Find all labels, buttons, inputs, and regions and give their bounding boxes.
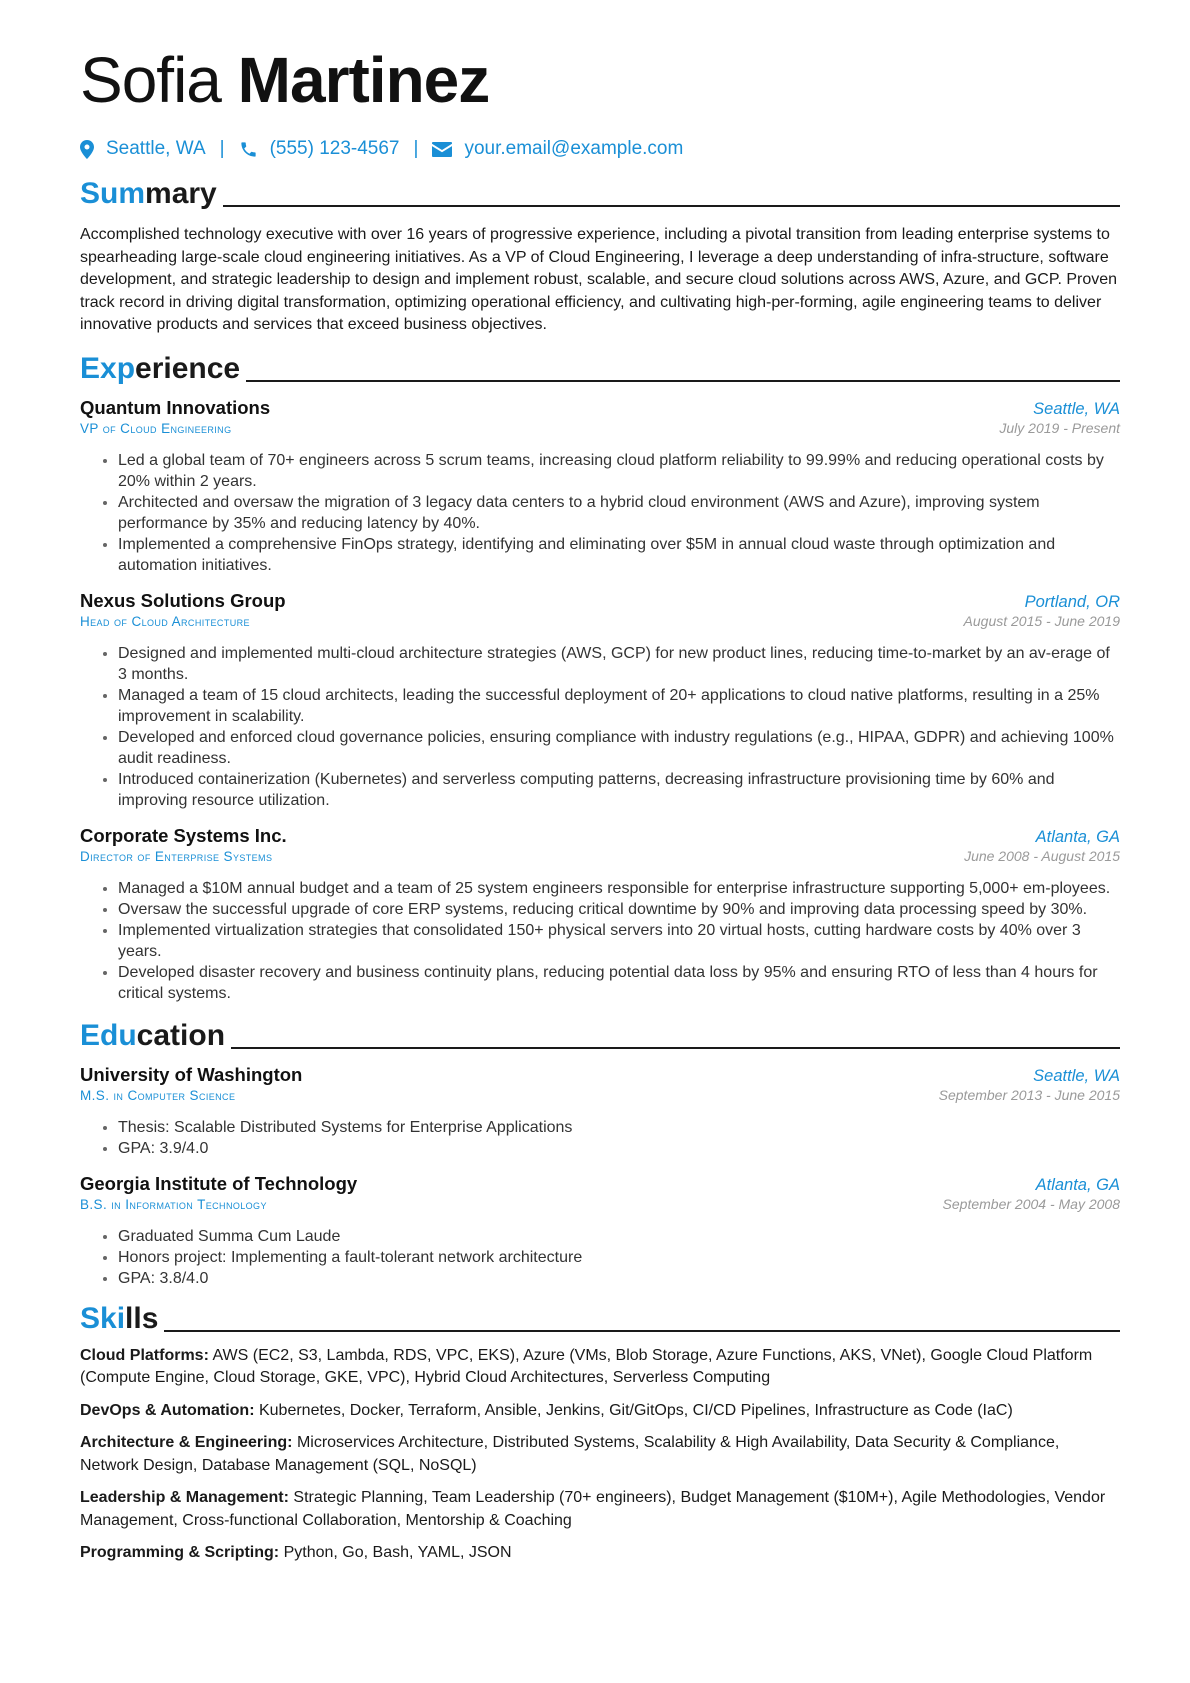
skill-row [80, 1400, 1120, 1423]
summary-text: Accomplished technology executive with over 16 years of progressive experience, including a pivotal transition from leading enterprise systems to spearheading large-scale cloud engineering initiatives. As a VP of Cloud Engineering, I leverage a deep understanding of infra-structure, software development, and strategic leadership to design and implement robust, scalable, and secure cloud solutions across AWS, Azure, and GCP. Proven track record in driving digital transformation, optimizing operational efficiency, and cultivating high-per-forming, agile engineering teams to deliver innovative products and services that exceed business objectives. [80, 226, 1118, 333]
school-name: University of Washington [80, 1063, 303, 1085]
contact-separator: | [219, 138, 225, 159]
education-entry [80, 1173, 1120, 1289]
bullet-item: • Developed disaster recovery and business continuity plans, reducing potential data loss by 95% and ensuring RTO of less than 4 hours for critical systems. [118, 962, 1120, 1004]
skill-row [80, 1487, 1120, 1532]
bullet-item: • Managed a $10M annual budget and a team of 25 system engineers responsible for enterprise infrastructure supporting 5,000+ em-ployees. [118, 878, 1120, 899]
skill-list: AWS (EC2, S3, Lambda, RDS, VPC, EKS), Azure (VMs, Blob Storage, Azure Functions, AKS, VNet), Google Cloud Platform (Compute Engine, Cloud Storage, GKE, VPC), Hybrid Cloud Architectures, Serverless Computing [80, 1346, 1093, 1386]
experience-entry [80, 590, 1120, 811]
bullet-item: • Implemented virtualization strategies that consolidated 150+ physical servers into 20 virtual hosts, cutting hardware costs by 40% over 3 years. [118, 920, 1120, 962]
section-title: Experience [80, 351, 241, 385]
degree: B.S. in Information Technology [80, 1196, 267, 1212]
education-heading [80, 1018, 1120, 1054]
section-divider [223, 205, 1120, 207]
bullet-item: • Led a global team of 70+ engineers across 5 scrum teams, increasing cloud platform reliability to 99.99% and reducing operational costs by 20% within 2 years. [118, 450, 1120, 492]
job-dates: June 2008 - August 2015 [964, 847, 1120, 864]
map-pin-icon [80, 140, 94, 159]
skill-category: Cloud Platforms: [80, 1346, 209, 1364]
contact-separator: | [413, 138, 419, 159]
last-name: Martinez [237, 44, 490, 116]
skill-category: Architecture & Engineering: [80, 1434, 293, 1451]
section-divider [231, 1047, 1120, 1049]
contact-email[interactable] [432, 138, 683, 160]
job-dates: July 2019 - Present [999, 419, 1120, 436]
bullet-item: • Oversaw the successful upgrade of core ERP systems, reducing critical downtime by 90% and improving data processing speed by 30%. [118, 899, 1120, 920]
experience-heading [80, 351, 1120, 387]
location-text: Seattle, WA [106, 138, 206, 159]
school-location: Seattle, WA [1033, 1066, 1120, 1085]
bullet-item: • Implemented a comprehensive FinOps strategy, identifying and eliminating over $5M in annual cloud waste through optimization and automation initiatives. [118, 534, 1120, 576]
section-title: Skills [80, 1301, 159, 1335]
bullet-item: • Managed a team of 15 cloud architects, leading the successful deployment of 20+ applications to cloud native platforms, resulting in a 25% improvement in scalability. [118, 685, 1120, 727]
job-location: Atlanta, GA [1035, 827, 1120, 846]
section-divider [246, 380, 1120, 382]
experience-entry [80, 397, 1120, 576]
phone-text: (555) 123-4567 [269, 138, 400, 159]
bullet-item: • Thesis: Scalable Distributed Systems for Enterprise Applications [118, 1117, 1120, 1138]
skill-row [80, 1345, 1120, 1390]
candidate-name [80, 42, 1120, 118]
skill-category: DevOps & Automation: [80, 1401, 255, 1419]
section-title: Education [80, 1018, 226, 1052]
skill-row [80, 1432, 1120, 1477]
bullet-item: • Developed and enforced cloud governance policies, ensuring compliance with industry regulations (e.g., HIPAA, GDPR) and achieving 100% audit readiness. [118, 727, 1120, 769]
contact-bar [80, 134, 1120, 164]
skill-list: Python, Go, Bash, YAML, JSON [283, 1544, 512, 1561]
job-title: Head of Cloud Architecture [80, 613, 250, 629]
bullet-item: • Introduced containerization (Kubernetes) and serverless computing patterns, decreasing infrastructure provisioning time by 60% and improving resource utilization. [118, 769, 1120, 811]
school-location: Atlanta, GA [1035, 1175, 1120, 1194]
section-title: Summary [80, 177, 217, 210]
job-title: VP of Cloud Engineering [80, 420, 232, 436]
company-name: Corporate Systems Inc. [80, 824, 287, 846]
job-bullets [80, 878, 1120, 1004]
bullet-item: • GPA: 3.8/4.0 [118, 1268, 1120, 1289]
bullet-item: • GPA: 3.9/4.0 [118, 1138, 1120, 1159]
job-location: Portland, OR [1024, 592, 1120, 611]
education-entry [80, 1064, 1120, 1159]
skill-category: Leadership & Management: [80, 1489, 289, 1506]
company-name: Nexus Solutions Group [80, 589, 286, 611]
skill-list: Kubernetes, Docker, Terraform, Ansible, Jenkins, Git/GitOps, CI/CD Pipelines, Infrastructure as Code (IaC) [258, 1401, 1013, 1419]
contact-phone[interactable] [239, 138, 400, 160]
degree: M.S. in Computer Science [80, 1087, 236, 1103]
company-name: Quantum Innovations [80, 396, 271, 418]
envelope-icon [432, 142, 452, 157]
school-name: Georgia Institute of Technology [80, 1172, 358, 1194]
school-dates: September 2013 - June 2015 [938, 1086, 1120, 1103]
education-bullets [80, 1226, 1120, 1289]
skill-row [80, 1542, 1120, 1565]
job-dates: August 2015 - June 2019 [963, 612, 1120, 629]
section-divider [164, 1330, 1120, 1332]
job-title: Director of Enterprise Systems [80, 848, 273, 864]
skill-list: Microservices Architecture, Distributed Systems, Scalability & High Availability, Data Security & Compliance, Network Design, Database Management (SQL, NoSQL) [80, 1434, 1060, 1474]
job-bullets [80, 450, 1120, 576]
bullet-item: • Graduated Summa Cum Laude [118, 1226, 1120, 1247]
phone-icon [239, 140, 258, 159]
experience-entry [80, 825, 1120, 1004]
job-location: Seattle, WA [1033, 399, 1120, 418]
job-bullets [80, 643, 1120, 811]
first-name: Sofia [80, 44, 221, 116]
education-bullets [80, 1117, 1120, 1159]
bullet-item: • Honors project: Implementing a fault-tolerant network architecture [118, 1247, 1120, 1268]
school-dates: September 2004 - May 2008 [942, 1195, 1120, 1212]
contact-location [80, 138, 206, 160]
skills-heading [80, 1301, 1120, 1337]
email-text: your.email@example.com [464, 138, 684, 159]
skill-category: Programming & Scripting: [80, 1544, 280, 1561]
resume-page [80, 42, 1120, 1565]
summary-heading [80, 176, 1120, 212]
bullet-item: • Designed and implemented multi-cloud architecture strategies (AWS, GCP) for new product lines, reducing time-to-market by an av-erage of 3 months. [118, 643, 1120, 685]
skill-list: Strategic Planning, Team Leadership (70+ engineers), Budget Management ($10M+), Agile Methodologies, Vendor Management, Cross-functional Collaboration, Mentorship & Coaching [80, 1489, 1106, 1529]
bullet-item: • Architected and oversaw the migration of 3 legacy data centers to a hybrid cloud environment (AWS and Azure), improving system performance by 35% and reducing latency by 40%. [118, 492, 1120, 534]
